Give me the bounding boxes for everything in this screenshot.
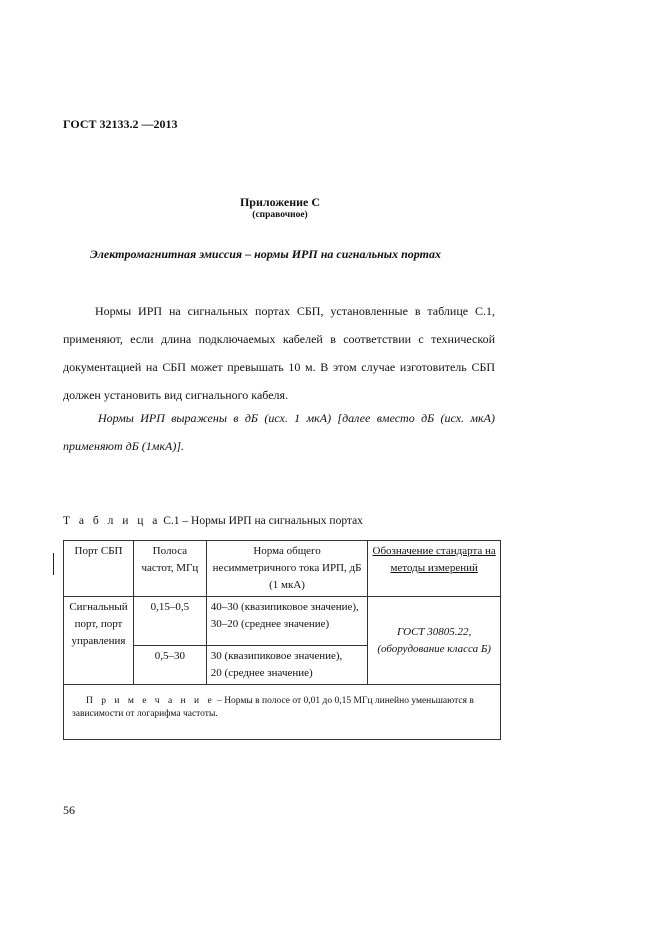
header-standard-text: Обозначение стандарта на методы измерений <box>372 545 496 574</box>
cell-norm-2-line-2: 20 (среднее значение) <box>210 667 313 679</box>
table-header-row <box>64 541 501 597</box>
table-note-line-2: зависимости от логарифма частоты. <box>72 709 218 719</box>
cell-norm-1-line-1: 40–30 (квазипиковое значение), <box>210 601 359 613</box>
margin-mark <box>53 553 54 575</box>
table-note <box>64 685 501 740</box>
paragraph-1 <box>63 297 495 409</box>
cell-standard: ГОСТ 30805.22, (оборудование класса Б) <box>368 597 501 685</box>
header-port: Порт СБП <box>64 541 134 597</box>
table-caption <box>63 515 363 527</box>
table-caption-text: С.1 – Нормы ИРП на сигнальных портах <box>160 515 363 527</box>
appendix-title: Приложение С <box>239 195 321 209</box>
cell-norm-2-line-1: 30 (квазипиковое значение), <box>210 650 343 662</box>
table-note-line-1 <box>72 695 494 708</box>
table-note-row <box>64 685 501 740</box>
header-norm: Норма общего несимметричного тока ИРП, дБ (1 мкА) <box>206 541 368 597</box>
paragraph-1-line: документацией на СБП может превышать 10 м. В этом случае изготовитель СБП <box>63 360 495 374</box>
paragraph-2-line: применяют дБ (1мкА)]. <box>63 439 185 453</box>
header-band: Полоса частот, МГц <box>133 541 206 597</box>
cell-port: Сигнальный порт, порт управления <box>64 597 134 685</box>
section-title: Электромагнитная эмиссия – нормы ИРП на сигнальных портах <box>90 247 441 261</box>
cell-norm-1 <box>206 597 368 646</box>
cell-norm-2 <box>206 646 368 685</box>
page-number: 56 <box>63 803 75 817</box>
table-row <box>64 597 501 646</box>
paragraph-1-line: Нормы ИРП на сигнальных портах СБП, установленные в таблице С.1, <box>95 304 495 318</box>
paragraph-2 <box>63 404 495 460</box>
paragraph-2-line: Нормы ИРП выражены в дБ (исх. 1 мкА) [далее вместо дБ (исх. мкА) <box>98 411 495 425</box>
table-caption-label: Т а б л и ц а <box>63 515 161 527</box>
paragraph-1-line: применяют, если длина подключаемых кабелей в соответствии с технической <box>63 332 495 346</box>
table-note-text: – Нормы в полосе от 0,01 до 0,15 МГц линейно уменьшаются в <box>214 696 474 706</box>
document-header: ГОСТ 32133.2 —2013 <box>63 117 178 131</box>
header-standard <box>368 541 501 597</box>
table-note-label: П р и м е ч а н и е <box>86 696 215 706</box>
cell-band-2: 0,5–30 <box>133 646 206 685</box>
appendix-subtitle: (справочное) <box>252 210 308 220</box>
cell-norm-1-line-2: 30–20 (среднее значение) <box>210 618 330 630</box>
emission-limits-table <box>63 540 501 740</box>
cell-band-1: 0,15–0,5 <box>133 597 206 646</box>
paragraph-1-line: должен установить вид сигнального кабеля. <box>63 388 289 402</box>
